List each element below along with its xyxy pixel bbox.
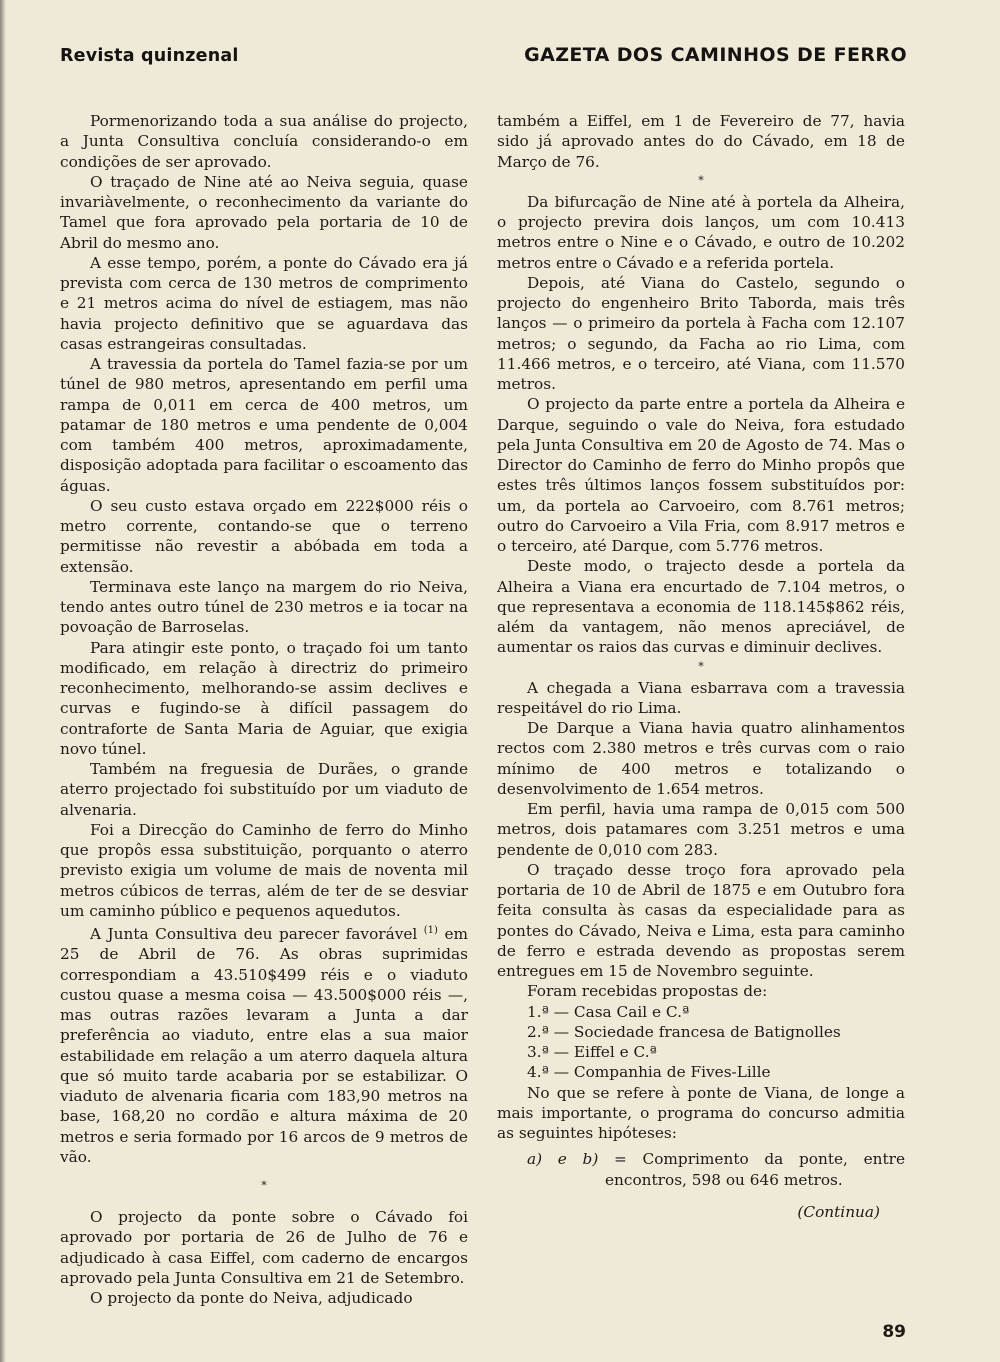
- paragraph: A travessia da portela do Tamel fazia-se por um túnel de 980 metros, apresentando em perfil uma rampa de 0,011 em cerca de 400 metros, um patamar de 180 metros e uma pendente de 0,004 com também 400 metros, aproximadamente, disposição adoptada para facilitar o escoamento das águas.: [60, 355, 468, 495]
- list-item: 1.ª — Casa Cail e C.ª: [527, 1002, 690, 1021]
- hypothesis-item: [527, 1149, 905, 1190]
- paragraph: Deste modo, o trajecto desde a portela da Alheira a Viana era encurtado de 7.104 metros, o que representava a economia de 118.145$862 réis, além da vantagem, não menos apreciável, de aumentar os raios das curvas e diminuir declives.: [497, 557, 905, 657]
- paragraph: Foram recebidas propostas de:: [527, 982, 768, 1001]
- paragraph: também a Eiffel, em 1 de Fevereiro de 77, havia sido já aprovado antes do do Cávado, em 18 de Março de 76.: [497, 112, 905, 171]
- continued-note: (Continua): [797, 1202, 880, 1221]
- right-column: [497, 111, 905, 1222]
- paragraph: O traçado desse troço fora aprovado pela portaria de 10 de Abril de 1875 e em Outubro fora feita consulta às casas da especialidade para as pontes do Cávado, Neiva e Lima, esta para caminho de ferro e estrada devendo as propostas serem entregues em 15 de Novembro seguinte.: [497, 860, 905, 980]
- paragraph-with-footnote: [60, 921, 468, 1167]
- paragraph: O projecto da ponte do Neiva, adjudicado: [90, 1289, 413, 1308]
- paragraph: A chegada a Viana esbarrava com a travessia respeitável do rio Lima.: [497, 678, 905, 717]
- proposals-list: [527, 1002, 905, 1083]
- paragraph: No que se refere à ponte de Viana, de longe a mais importante, o programa do concurso admitia as seguintes hipóteses:: [497, 1083, 905, 1142]
- list-item: 4.ª — Companhia de Fives-Lille: [527, 1063, 771, 1082]
- paragraph: Para atingir este ponto, o traçado foi um tanto modificado, em relação à directriz do primeiro reconhecimento, melhorando-se assim declives e curvas e fugindo-se à difícil passagem do contraforte de Santa Maria de Aguiar, que exigia novo túnel.: [60, 638, 468, 758]
- paragraph: Em perfil, havia uma rampa de 0,015 com 500 metros, dois patamares com 3.251 metros e uma pendente de 0,010 com 283.: [497, 800, 905, 859]
- hypothesis-text: Comprimento da ponte, entre encontros, 598 ou 646 metros.: [605, 1150, 906, 1189]
- paragraph-text: A Junta Consultiva deu parecer favorável: [90, 925, 424, 944]
- list-item: 3.ª — Eiffel e C.ª: [527, 1043, 657, 1061]
- paragraph: Também na freguesia de Durães, o grande aterro projectado foi substituído por um viaduto de alvenaria.: [60, 760, 468, 819]
- header-magazine-title: GAZETA DOS CAMINHOS DE FERRO: [524, 44, 907, 66]
- section-separator: *: [698, 173, 704, 187]
- paragraph: O projecto da ponte sobre o Cávado foi aprovado por portaria de 26 de Julho de 76 e adjudicado à casa Eiffel, com caderno de encargos aprovado pela Junta Consultiva em 21 de Setembro.: [60, 1208, 468, 1287]
- paragraph: Pormenorizando toda a sua análise do projecto, a Junta Consultiva concluía considerando-o em condições de ser aprovado.: [60, 112, 468, 171]
- hypothesis-label: a) e b) =: [527, 1150, 643, 1169]
- paragraph: O seu custo estava orçado em 222$000 réis o metro corrente, contando-se que o terreno permitisse não revestir a abóbada em toda a extensão.: [60, 496, 468, 576]
- left-column: [60, 111, 468, 1308]
- section-separator: *: [261, 1179, 267, 1193]
- footnote-marker: (1): [423, 925, 438, 936]
- page-edge-shadow: [0, 0, 6, 1362]
- section-separator: *: [698, 659, 704, 673]
- paragraph: Depois, até Viana do Castelo, segundo o projecto do engenheiro Brito Taborda, mais três lanços — o primeiro da portela à Facha com 12.107 metros; o segundo, da Facha ao rio Lima, com 11.466 metros, e o terceiro, até Viana, com 11.570 metros.: [497, 273, 905, 393]
- paragraph: O projecto da parte entre a portela da Alheira e Darque, seguindo o vale do Neiva, fora estudado pela Junta Consultiva em 20 de Agosto de 74. Mas o Director do Caminho de ferro do Minho propôs que estes três últimos lanços fossem substituídos por: um, da portela ao Carvoeiro, com 8.761 metros; outro do Carvoeiro a Vila Fria, com 8.917 metros e o terceiro, até Darque, com 5.776 metros.: [497, 395, 905, 555]
- paragraph: Terminava este lanço na margem do rio Neiva, tendo antes outro túnel de 230 metros e ia tocar na povoação de Barroselas.: [60, 577, 468, 637]
- paragraph: Foi a Direcção do Caminho de ferro do Minho que propôs essa substituição, porquanto o aterro previsto exigia um volume de mais de noventa mil metros cúbicos de terras, além de ter de se desviar um caminho público e pequenos aquedutos.: [60, 820, 468, 920]
- paragraph: De Darque a Viana havia quatro alinhamentos rectos com 2.380 metros e três curvas com o raio mínimo de 400 metros e totalizando o desenvolvimento de 1.654 metros.: [497, 719, 905, 798]
- paragraph: Da bifurcação de Nine até à portela da Alheira, o projecto previra dois lanços, um com 10.413 metros entre o Nine e o Cávado, e outro de 10.202 metros entre o Cávado e a referida portela.: [497, 192, 905, 272]
- header-publication-type: Revista quinzenal: [60, 46, 239, 66]
- paragraph: O traçado de Nine até ao Neiva seguia, quase invariàvelmente, o reconhecimento da variante do Tamel que fora aprovado pela portaria de 10 de Abril do mesmo ano.: [60, 172, 468, 252]
- paragraph-text: em 25 de Abril de 76. As obras suprimidas correspondiam a 43.510$499 réis e o viaduto custou quase a mesma coisa — 43.500$000 réis —, mas outras razões levaram a Junta a dar preferência ao viaduto, entre elas a sua maior estabilidade em relação a um aterro daquela altura que só muito tarde acabaria por se estabilizar. O viaduto de alvenaria ficaria com 183,90 metros na base, 168,20 no cordão e altura máxima de 20 metros e seria formado por 16 arcos de 9 metros de vão.: [60, 925, 468, 1166]
- page-number: 89: [882, 1322, 906, 1342]
- list-item: 2.ª — Sociedade francesa de Batignolles: [527, 1022, 841, 1041]
- paragraph: A esse tempo, porém, a ponte do Cávado era já prevista com cerca de 130 metros de comprimento e 21 metros acima do nível de estiagem, mas não havia projecto definitivo que se aguardava das casas estrangeiras consultadas.: [60, 253, 468, 353]
